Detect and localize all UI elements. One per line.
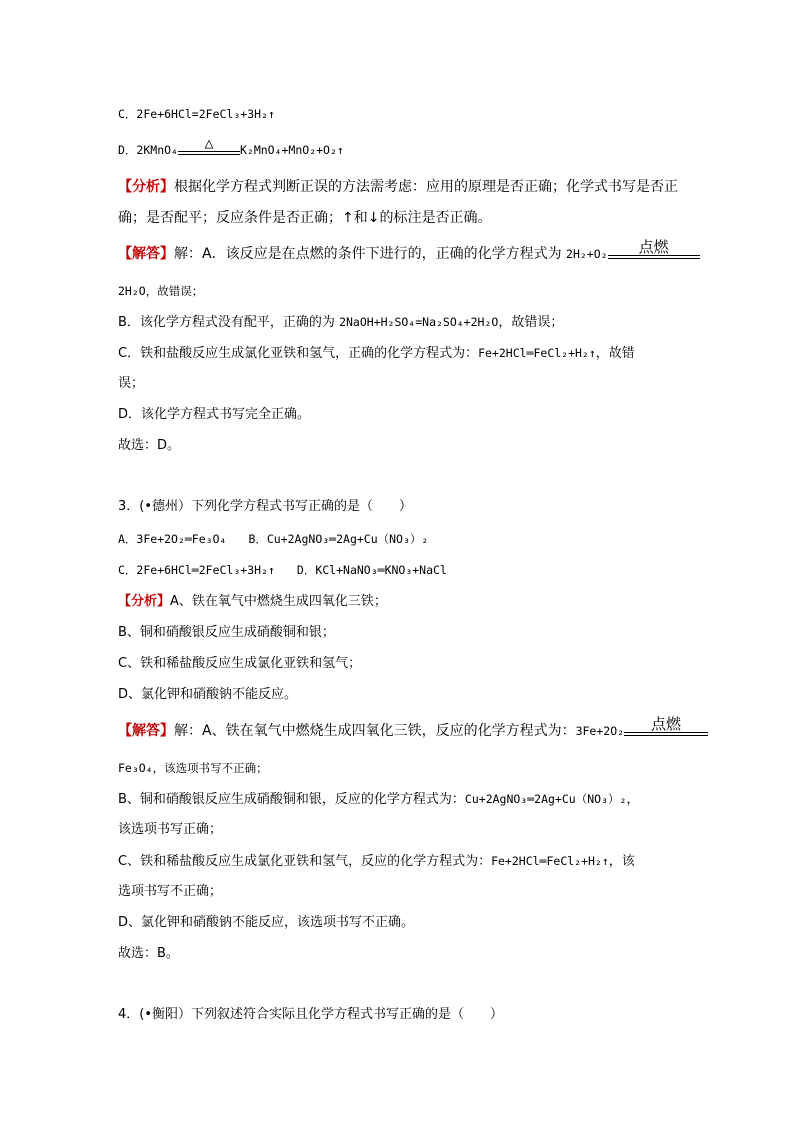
heating-condition-sign: △: [178, 151, 240, 158]
q3-analysis-d: D、氯化钾和硝酸钠不能反应。: [118, 687, 298, 702]
q3-ignition-condition-sign: 点燃: [624, 732, 708, 739]
answer-tag: 【解答】: [118, 246, 174, 262]
q3-choice-line: 故选：B。: [118, 946, 179, 961]
q3-analysis-tag: 【分析】: [118, 594, 171, 609]
q3-analysis-b: B、铜和硝酸银反应生成硝酸铜和银；: [118, 625, 335, 640]
question-4-stem: 4．(•衡阳）下列叙述符合实际且化学方程式书写正确的是（ ）: [118, 1007, 504, 1022]
q3-answer-a-line: 【解答】解：A、铁在氧气中燃烧生成四氧化三铁，反应的化学方程式为：3Fe+2O₂ 点燃: [118, 723, 708, 739]
q3-answer-b-continuation: 该选项书写正确；: [118, 822, 223, 837]
answer-d-line: D．该化学方程式书写完全正确。: [118, 407, 311, 422]
analysis-line-1: 【分析】根据化学方程式判断正误的方法需考虑：应用的原理是否正确；化学式书写是否正: [118, 179, 678, 195]
option-d-equation: [118, 134, 344, 158]
answer-c-continuation: 误；: [118, 376, 145, 391]
ignition-condition-sign: 点燃: [608, 255, 700, 262]
answer-a-continuation: 2H₂O，故错误；: [118, 284, 204, 298]
q3-answer-c-continuation: 选项书写不正确；: [118, 884, 223, 899]
question-3-stem: 3．(•德州）下列化学方程式书写正确的是（ ）: [118, 499, 413, 514]
answer-b-line: B．该化学方程式没有配平，正确的为 2NaOH+H₂SO₄=Na₂SO₄+2H₂O，故错误；: [118, 315, 564, 330]
d-equation-left: D．2KMnO₄: [118, 143, 178, 157]
choice-line: 故选：D。: [118, 438, 181, 453]
q3-option-c: C．2Fe+6HCl═2FeCl₃+3H₂↑: [118, 563, 275, 577]
q3-option-a: A．3Fe+2O₂═Fe₃O₄: [118, 532, 227, 546]
analysis-line-2: 确；是否配平；反应条件是否正确；↑和↓的标注是否正确。: [118, 210, 492, 226]
analysis-tag: 【分析】: [118, 179, 174, 195]
q3-answer-d-line: D、氯化钾和硝酸钠不能反应，该选项书写不正确。: [118, 915, 415, 930]
q3-option-b: B．Cu+2AgNO₃═2Ag+Cu（NO₃）₂: [248, 532, 429, 546]
q3-analysis-c: C、铁和稀盐酸反应生成氯化亚铁和氢气；: [118, 656, 362, 671]
d-equation-right: K₂MnO₄+MnO₂+O₂↑: [239, 143, 344, 157]
answer-a-line: 【解答】解：A．该反应是在点燃的条件下进行的，正确的化学方程式为 2H₂+O₂ 点燃: [118, 246, 700, 262]
answer-c-line: C．铁和盐酸反应生成氯化亚铁和氢气，正确的化学方程式为：Fe+2HCl═FeCl₂+H₂↑，故错: [118, 346, 635, 361]
q3-option-d: D．KCl+NaNO₃═KNO₃+NaCl: [296, 563, 447, 577]
option-c-equation: C．2Fe+6HCl=2FeCl₃+3H₂↑: [118, 107, 275, 121]
q3-answer-a-continuation: Fe₃O₄，该选项书写不正确；: [118, 761, 268, 775]
q3-answer-tag: 【解答】: [118, 723, 174, 739]
q3-options-ab: [118, 531, 428, 547]
q3-answer-b-line: B、铜和硝酸银反应生成硝酸铜和银，反应的化学方程式为：Cu+2AgNO₃═2Ag+Cu（NO₃）₂，: [118, 792, 640, 807]
q3-options-cd: [118, 562, 447, 578]
q3-analysis-a: 【分析】A、铁在氧气中燃烧生成四氧化三铁；: [118, 594, 387, 609]
q3-answer-c-line: C、铁和稀盐酸反应生成氯化亚铁和氢气，反应的化学方程式为：Fe+2HCl═FeCl₂+H₂↑，该: [118, 854, 635, 869]
